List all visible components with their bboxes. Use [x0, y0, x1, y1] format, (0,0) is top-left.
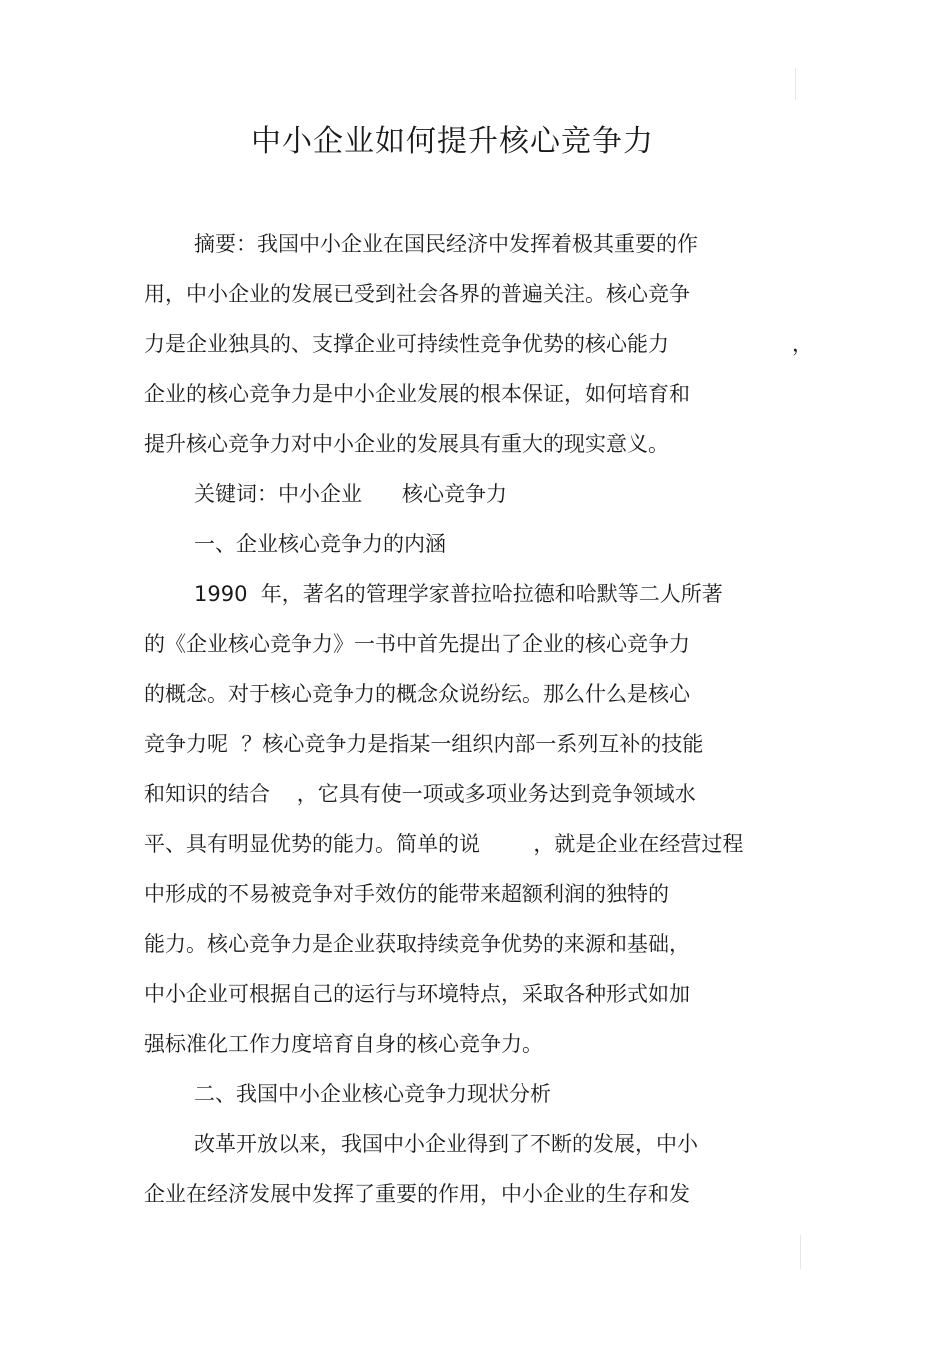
paragraph-line-16: 改革开放以来，我国中小企业得到了不断的发展，中小: [194, 1132, 698, 1156]
paragraph-line-8: 的概念。对于核心竞争力的概念众说纷纭。那么什么是核心: [144, 682, 690, 706]
keywords-line: 关键词：中小企业 核心竞争力: [194, 482, 508, 506]
paragraph-line-15: 强标准化工作力度培育自身的核心竞争力。: [144, 1032, 543, 1056]
paragraph-line-2: 用，中小企业的发展已受到社会各界的普遍关注。核心竞争: [144, 282, 690, 306]
paragraph-line-5: 提升核心竞争力对中小企业的发展具有重大的现实意义。: [144, 432, 669, 456]
paragraph-line-4: 企业的核心竞争力是中小企业发展的根本保证，如何培育和: [144, 382, 690, 406]
paragraph-line-17: 企业在经济发展中发挥了重要的作用，中小企业的生存和发: [144, 1182, 690, 1206]
paragraph-line-1: 摘要：我国中小企业在国民经济中发挥着极其重要的作: [194, 232, 698, 256]
page-edge-mark-top: [795, 68, 796, 100]
paragraph-line-3: 力是企业独具的、支撑企业可持续性竞争优势的核心能力: [144, 332, 669, 356]
section-heading-2: 二、我国中小企业核心竞争力现状分析: [194, 1082, 551, 1106]
paragraph-line-7: 的《企业核心竞争力》一书中首先提出了企业的核心竞争力: [144, 632, 690, 656]
paragraph-line-6: 1990 年，著名的管理学家普拉哈拉德和哈默等二人所著: [194, 582, 723, 606]
document-title: 中小企业如何提升核心竞争力: [251, 124, 654, 159]
section-heading-1: 一、企业核心竞争力的内涵: [194, 532, 446, 556]
paragraph-line-12: 中形成的不易被竞争对手效仿的能带来超额利润的独特的: [144, 882, 669, 906]
paragraph-line-9: 竞争力呢 ？核心竞争力是指某一组织内部一系列互补的技能: [144, 732, 704, 756]
paragraph-line-10: 和知识的结合 ，它具有使一项或多项业务达到竞争领域水: [144, 782, 696, 806]
paragraph-line-11: 平、具有明显优势的能力。简单的说 ，就是企业在经营过程: [144, 832, 744, 856]
paragraph-line-14: 中小企业可根据自己的运行与环境特点，采取各种形式如加: [144, 982, 690, 1006]
paragraph-line-13: 能力。核心竞争力是企业获取持续竞争优势的来源和基础，: [144, 932, 690, 956]
page-edge-mark-bottom: [800, 1235, 801, 1269]
trailing-comma: ，: [792, 332, 813, 356]
